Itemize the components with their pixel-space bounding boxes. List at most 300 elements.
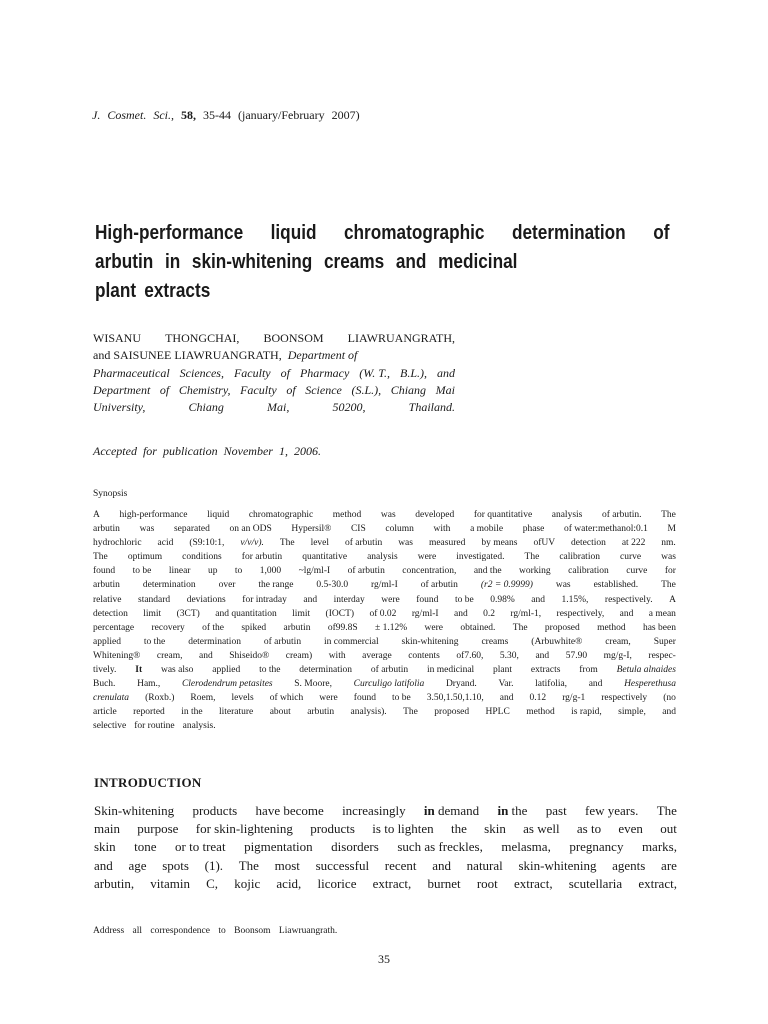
synopsis-word: established. — [593, 580, 639, 591]
synopsis-word: recovery — [151, 622, 185, 633]
synopsis-word: applied — [212, 665, 241, 676]
synopsis-word: skin-whitening — [401, 636, 459, 647]
synopsis-word: of arbutin. — [601, 510, 642, 520]
synopsis-word: over — [218, 580, 236, 591]
body-word: skin — [94, 839, 116, 855]
synopsis-line — [93, 677, 676, 691]
body-word: skin-whitening — [518, 857, 597, 873]
body-word: acid, — [276, 875, 302, 891]
synopsis-word: levels — [231, 693, 254, 704]
synopsis-word: of 0.02 — [369, 608, 397, 619]
synopsis-word: Super — [653, 636, 676, 647]
synopsis-word: for arbutin — [241, 552, 283, 563]
synopsis-word: about — [269, 707, 291, 718]
synopsis-word: of arbutin — [347, 566, 385, 577]
title-word: High-performance — [95, 222, 244, 244]
synopsis-word: Hesperethusa — [624, 679, 676, 690]
body-word: pigmentation — [244, 839, 313, 855]
affiliation-word: and — [436, 365, 455, 380]
synopsis-word: of which — [269, 693, 304, 704]
synopsis-word: was — [661, 552, 676, 563]
body-word: in demand — [423, 803, 480, 818]
page-number: 35 — [378, 952, 390, 966]
synopsis-word: was — [555, 580, 571, 591]
synopsis-line — [93, 536, 676, 550]
synopsis-word: and the — [473, 566, 502, 577]
synopsis-word: (3CT) — [176, 608, 200, 619]
synopsis-word: extracts — [530, 665, 561, 676]
synopsis-word: developed — [415, 510, 455, 520]
synopsis-word: chromatographic — [248, 510, 314, 520]
synopsis-word: (Arbuwhite® — [531, 636, 583, 647]
synopsis-word: method — [526, 707, 555, 718]
affiliation-word: Chiang — [390, 382, 427, 397]
synopsis-word: measured — [428, 538, 466, 549]
synopsis-word: was — [380, 510, 396, 520]
synopsis-word: is rapid, — [571, 707, 602, 718]
synopsis-word: plant — [493, 665, 513, 676]
affiliation-word: University, — [93, 400, 146, 415]
synopsis-word: (r2 = 0.9999) — [480, 580, 533, 591]
synopsis-word: literature — [218, 707, 254, 718]
synopsis-word: Shiseido® — [229, 650, 270, 661]
body-word: the — [450, 821, 467, 837]
synopsis-word: S. Moore, — [294, 679, 333, 690]
synopsis-word: A — [93, 510, 100, 520]
synopsis-word: respec- — [648, 650, 676, 661]
body-line — [94, 802, 677, 820]
synopsis-word: calibration — [559, 552, 600, 563]
affiliation-word: Faculty — [233, 365, 271, 380]
authors-block — [93, 330, 455, 416]
affiliation-line — [93, 382, 455, 399]
synopsis-heading: Synopsis — [93, 489, 128, 499]
body-word: past — [545, 803, 567, 818]
synopsis-word: with — [328, 650, 346, 661]
body-word: age — [128, 857, 147, 873]
body-word: C, — [206, 875, 219, 891]
body-word: are — [661, 857, 677, 873]
synopsis-word: 0.98% — [490, 594, 515, 605]
synopsis-word: with — [433, 524, 451, 535]
affiliation-word: of — [280, 365, 290, 380]
synopsis-word: simple, — [618, 707, 646, 718]
author-word: LIAWRUANGRATH, — [347, 331, 455, 345]
synopsis-word: percentage — [93, 622, 135, 633]
synopsis-word: v/v/v). — [240, 538, 264, 549]
body-word: The — [656, 803, 677, 818]
synopsis-word: analysis — [551, 510, 583, 520]
synopsis-word: detection — [93, 608, 128, 619]
affiliation-word: Mai, — [266, 400, 290, 415]
synopsis-word: found — [353, 693, 376, 704]
synopsis-word: rg/ml-1, — [510, 608, 542, 619]
synopsis-line — [93, 691, 676, 705]
synopsis-word: The — [512, 622, 528, 633]
synopsis-word: applied — [93, 636, 121, 647]
affiliation — [93, 365, 455, 417]
body-word: root — [476, 875, 498, 891]
synopsis-word: was — [139, 524, 155, 535]
affiliation-line — [93, 365, 455, 382]
synopsis-word: M — [667, 524, 676, 535]
synopsis-word: determination — [299, 665, 353, 676]
synopsis-word: liquid — [207, 510, 230, 520]
synopsis-word: cream, — [605, 636, 631, 647]
body-word: The — [238, 857, 259, 873]
synopsis-word: to the — [259, 665, 281, 676]
synopsis-word: acid — [157, 538, 174, 549]
synopsis-word: (IOCT) — [325, 608, 355, 619]
synopsis-word: of99.8S — [327, 622, 358, 633]
synopsis-word: respectively, — [556, 608, 605, 619]
body-word: as to — [576, 821, 602, 837]
synopsis-word: Hypersil® — [291, 524, 332, 535]
paper-title — [95, 219, 670, 306]
affiliation-word: Thailand. — [408, 400, 455, 415]
synopsis-word: creams — [481, 636, 509, 647]
body-line — [94, 820, 677, 838]
synopsis-word: for quantitative — [473, 510, 533, 520]
synopsis-word: The — [93, 552, 108, 563]
affiliation-word: Science — [305, 382, 342, 397]
synopsis-word: limit — [292, 608, 311, 619]
synopsis-line — [93, 593, 676, 607]
body-word: licorice — [317, 875, 357, 891]
synopsis-word: cream, — [156, 650, 183, 661]
journal-volume: 58, — [181, 108, 196, 122]
synopsis-word: 57.90 — [565, 650, 588, 661]
synopsis-word: tively. — [93, 665, 117, 676]
synopsis-word: determination — [188, 636, 241, 647]
title-word: determination — [511, 222, 626, 244]
body-word: disorders — [331, 839, 379, 855]
synopsis-word: linear — [168, 566, 191, 577]
synopsis-word: for — [664, 566, 676, 577]
title-line: plant extracts — [95, 280, 211, 302]
synopsis-word: and — [535, 650, 550, 661]
synopsis-line — [93, 550, 676, 564]
synopsis-word: quantitative — [302, 552, 348, 563]
synopsis-word: up — [207, 566, 218, 577]
synopsis-word: were — [417, 552, 437, 563]
body-word: burnet — [427, 875, 461, 891]
synopsis-word: and quantitation — [215, 608, 277, 619]
synopsis-line — [93, 578, 676, 592]
synopsis-word: of arbutin — [370, 665, 409, 676]
body-word: natural — [466, 857, 503, 873]
body-word: out — [660, 821, 677, 837]
synopsis-word: to be — [391, 693, 411, 704]
synopsis-word: to — [234, 566, 243, 577]
body-word: most — [274, 857, 300, 873]
affiliation-word: B.L.), — [399, 365, 427, 380]
synopsis-word: level — [310, 538, 330, 549]
body-word: marks, — [641, 839, 677, 855]
body-word: in the — [497, 803, 528, 818]
author-line — [93, 330, 455, 347]
synopsis-word: Buch. — [93, 679, 116, 690]
synopsis-word: Curculigo latifolia — [353, 679, 425, 690]
body-word: melasma, — [501, 839, 551, 855]
synopsis-word: The — [524, 552, 540, 563]
affiliation-word: (W. T., — [359, 365, 390, 380]
affiliation-word: of — [159, 382, 170, 397]
title-word: liquid — [270, 222, 317, 244]
synopsis-word: 1,000 — [259, 566, 282, 577]
synopsis-word: in commercial — [324, 636, 379, 647]
affiliation-word: Pharmacy — [299, 365, 350, 380]
synopsis-word: reported — [133, 707, 165, 718]
synopsis-word: of water:methanol:0.1 — [563, 524, 648, 535]
synopsis-line — [93, 635, 676, 649]
synopsis-word: were — [319, 693, 338, 704]
body-word: few years. — [584, 803, 639, 818]
synopsis-word: curve — [626, 566, 648, 577]
synopsis-word: concentration, — [402, 566, 457, 577]
synopsis-word: at 222 — [621, 538, 646, 549]
author-names: and SAISUNEE LIAWRUANGRATH, — [93, 348, 282, 363]
body-word: spots — [162, 857, 189, 873]
synopsis-word: found — [416, 594, 439, 605]
body-word: for skin-lightening — [195, 821, 293, 837]
synopsis-text — [93, 508, 676, 734]
synopsis-line — [93, 663, 676, 677]
synopsis-word: The — [661, 510, 676, 520]
synopsis-word: article — [93, 707, 117, 718]
body-word: successful — [315, 857, 370, 873]
synopsis-word: HPLC — [485, 707, 510, 718]
synopsis-word: rg/ml-I — [411, 608, 439, 619]
synopsis-word: A — [669, 594, 676, 605]
body-word: extract, — [513, 875, 553, 891]
synopsis-word: rg/ml-I — [371, 580, 398, 591]
synopsis-word: from — [579, 665, 598, 676]
synopsis-word: arbutin — [93, 580, 120, 591]
synopsis-word: of arbutin — [263, 636, 302, 647]
footnote: Address all correspondence to Boonsom Liawruangrath. — [93, 926, 338, 936]
author-word: THONGCHAI, — [165, 331, 240, 345]
synopsis-line — [93, 705, 676, 719]
synopsis-word: selective — [93, 721, 127, 732]
synopsis-word: detection — [571, 538, 606, 549]
synopsis-word: It — [135, 665, 143, 676]
synopsis-word: Dryand. — [445, 679, 477, 690]
body-word: as well — [523, 821, 560, 837]
author-word: BOONSOM — [263, 331, 324, 345]
synopsis-word: of the — [202, 622, 224, 633]
affiliation-word: Sciences, — [179, 365, 224, 380]
synopsis-word: crenulata — [93, 693, 130, 704]
synopsis-word: 0.2 — [483, 608, 495, 619]
synopsis-word: and — [199, 650, 213, 661]
body-line — [94, 838, 677, 856]
affiliation-text: Department of — [287, 348, 358, 363]
body-word: products — [310, 821, 355, 837]
synopsis-word: optimum — [127, 552, 163, 563]
synopsis-word: in the — [181, 707, 203, 718]
synopsis-word: a mobile — [470, 524, 504, 535]
body-word: extract, — [638, 875, 677, 891]
synopsis-word: determination — [142, 580, 196, 591]
body-word: agents — [612, 857, 646, 873]
synopsis-word: The — [279, 538, 295, 549]
synopsis-word: respectively — [601, 693, 648, 704]
title-line: arbutin in skin-whitening creams and medicinal — [95, 251, 518, 273]
synopsis-word: relative — [93, 594, 122, 605]
synopsis-word: method — [332, 510, 362, 520]
body-word: extract, — [372, 875, 412, 891]
synopsis-word: respectively. — [604, 594, 653, 605]
synopsis-line — [93, 607, 676, 621]
synopsis-word: separated — [173, 524, 210, 535]
affiliation-line — [93, 399, 455, 416]
body-word: pregnancy — [569, 839, 624, 855]
body-word: products — [192, 803, 238, 818]
body-word: arbutin, — [94, 875, 135, 891]
synopsis-word: (Roxb.) — [145, 693, 175, 704]
synopsis-word: was — [398, 538, 413, 549]
synopsis-word: deviations — [186, 594, 226, 605]
synopsis-word: column — [385, 524, 414, 535]
synopsis-word: were — [381, 594, 400, 605]
synopsis-word: spiked — [241, 622, 267, 633]
synopsis-word: 0.12 — [529, 693, 547, 704]
synopsis-word: calibration — [568, 566, 609, 577]
body-word: vitamin — [150, 875, 190, 891]
synopsis-word: arbutin — [93, 524, 120, 535]
synopsis-word: The — [403, 707, 418, 718]
body-line — [94, 875, 677, 893]
body-word: skin — [484, 821, 506, 837]
synopsis-word: in medicinal — [426, 665, 475, 676]
synopsis-word: investigated. — [456, 552, 505, 563]
synopsis-word: Betula alnaides — [616, 665, 676, 676]
synopsis-word: ofUV — [533, 538, 556, 549]
synopsis-word: curve — [620, 552, 642, 563]
affiliation-word: of — [286, 382, 296, 397]
synopsis-word: standard — [138, 594, 171, 605]
synopsis-word: obtained. — [460, 622, 496, 633]
synopsis-line — [93, 508, 676, 522]
title-line — [95, 219, 669, 248]
journal-date: (january/February 2007) — [238, 108, 360, 122]
synopsis-word: Whitening® — [93, 650, 141, 661]
synopsis-word: a mean — [648, 608, 676, 619]
section-heading: INTRODUCTION — [94, 775, 202, 790]
title-word: of — [653, 222, 670, 244]
synopsis-line — [93, 719, 676, 733]
synopsis-word: proposed — [544, 622, 580, 633]
journal-citation — [92, 108, 360, 123]
body-word: have become — [255, 803, 324, 818]
synopsis-word: interday — [333, 594, 365, 605]
body-word: is to lighten — [372, 821, 434, 837]
body-word: increasingly — [342, 803, 406, 818]
synopsis-word: of arbutin — [345, 538, 383, 549]
synopsis-word: working — [519, 566, 551, 577]
synopsis-word: CIS — [350, 524, 366, 535]
synopsis-word: mg/g-I, — [603, 650, 632, 661]
synopsis-word: and — [662, 707, 676, 718]
synopsis-word: arbutin — [307, 707, 335, 718]
synopsis-word: of7.60, — [456, 650, 484, 661]
affiliation-word: (S.L.), — [351, 382, 382, 397]
synopsis-word: analysis. — [182, 721, 216, 732]
affiliation-word: Chiang — [188, 400, 224, 415]
synopsis-word: on an ODS — [229, 524, 272, 535]
synopsis-line — [93, 564, 676, 578]
synopsis-word: and — [588, 679, 603, 690]
affiliation-word: Mai — [435, 382, 455, 397]
body-word: such as freckles, — [397, 839, 483, 855]
synopsis-word: and — [499, 693, 514, 704]
author-word: WISANU — [93, 331, 141, 345]
synopsis-word: to be — [132, 566, 152, 577]
synopsis-word: by means — [481, 538, 518, 549]
synopsis-word: and — [453, 608, 468, 619]
synopsis-line — [93, 649, 676, 663]
affiliation-word: Chemistry, — [178, 382, 231, 397]
journal-pages: 35-44 — [203, 108, 231, 122]
body-word: tone — [134, 839, 157, 855]
synopsis-word: nm. — [661, 538, 676, 549]
synopsis-word: analysis — [367, 552, 398, 563]
synopsis-word: conditions — [182, 552, 222, 563]
synopsis-word: of arbutin — [420, 580, 458, 591]
synopsis-word: analysis). — [350, 707, 387, 718]
synopsis-word: and — [303, 594, 318, 605]
synopsis-word: arbutin — [283, 622, 311, 633]
author-line — [93, 347, 455, 364]
body-word: even — [618, 821, 643, 837]
synopsis-word: the range — [258, 580, 294, 591]
accepted-date: Accepted for publication November 1, 2006. — [93, 444, 321, 458]
body-word: scutellaria — [568, 875, 623, 891]
synopsis-word: has been — [642, 622, 676, 633]
synopsis-word: (no — [663, 693, 676, 704]
affiliation-word: Pharmaceutical — [93, 365, 170, 380]
synopsis-word: Clerodendrum petasites — [181, 679, 273, 690]
synopsis-word: phase — [522, 524, 545, 535]
synopsis-word: was also — [160, 665, 194, 676]
synopsis-word: 0.5-30.0 — [316, 580, 349, 591]
body-word: or to treat — [175, 839, 226, 855]
body-word: and — [432, 857, 451, 873]
synopsis-word: cream) — [285, 650, 313, 661]
synopsis-word: The — [661, 580, 676, 591]
synopsis-word: and — [619, 608, 634, 619]
synopsis-word: latifolia, — [535, 679, 568, 690]
synopsis-word: proposed — [434, 707, 470, 718]
synopsis-word: found — [93, 566, 116, 577]
synopsis-word: Roem, — [190, 693, 216, 704]
synopsis-word: contents — [408, 650, 440, 661]
affiliation-word: 50200, — [332, 400, 366, 415]
body-word: (1). — [204, 857, 224, 873]
synopsis-word: ~lg/ml-I — [298, 566, 331, 577]
synopsis-word: hydrochloric — [93, 538, 142, 549]
synopsis-word: for intraday — [242, 594, 287, 605]
body-word: main — [94, 821, 120, 837]
synopsis-word: and — [531, 594, 545, 605]
synopsis-word: ± 1.12% — [375, 622, 408, 633]
synopsis-word: 1.15%, — [561, 594, 589, 605]
synopsis-word: rg/g-1 — [562, 693, 586, 704]
synopsis-word: for routine — [134, 721, 175, 732]
synopsis-word: average — [362, 650, 392, 661]
body-word: Skin-whitening — [94, 803, 175, 818]
